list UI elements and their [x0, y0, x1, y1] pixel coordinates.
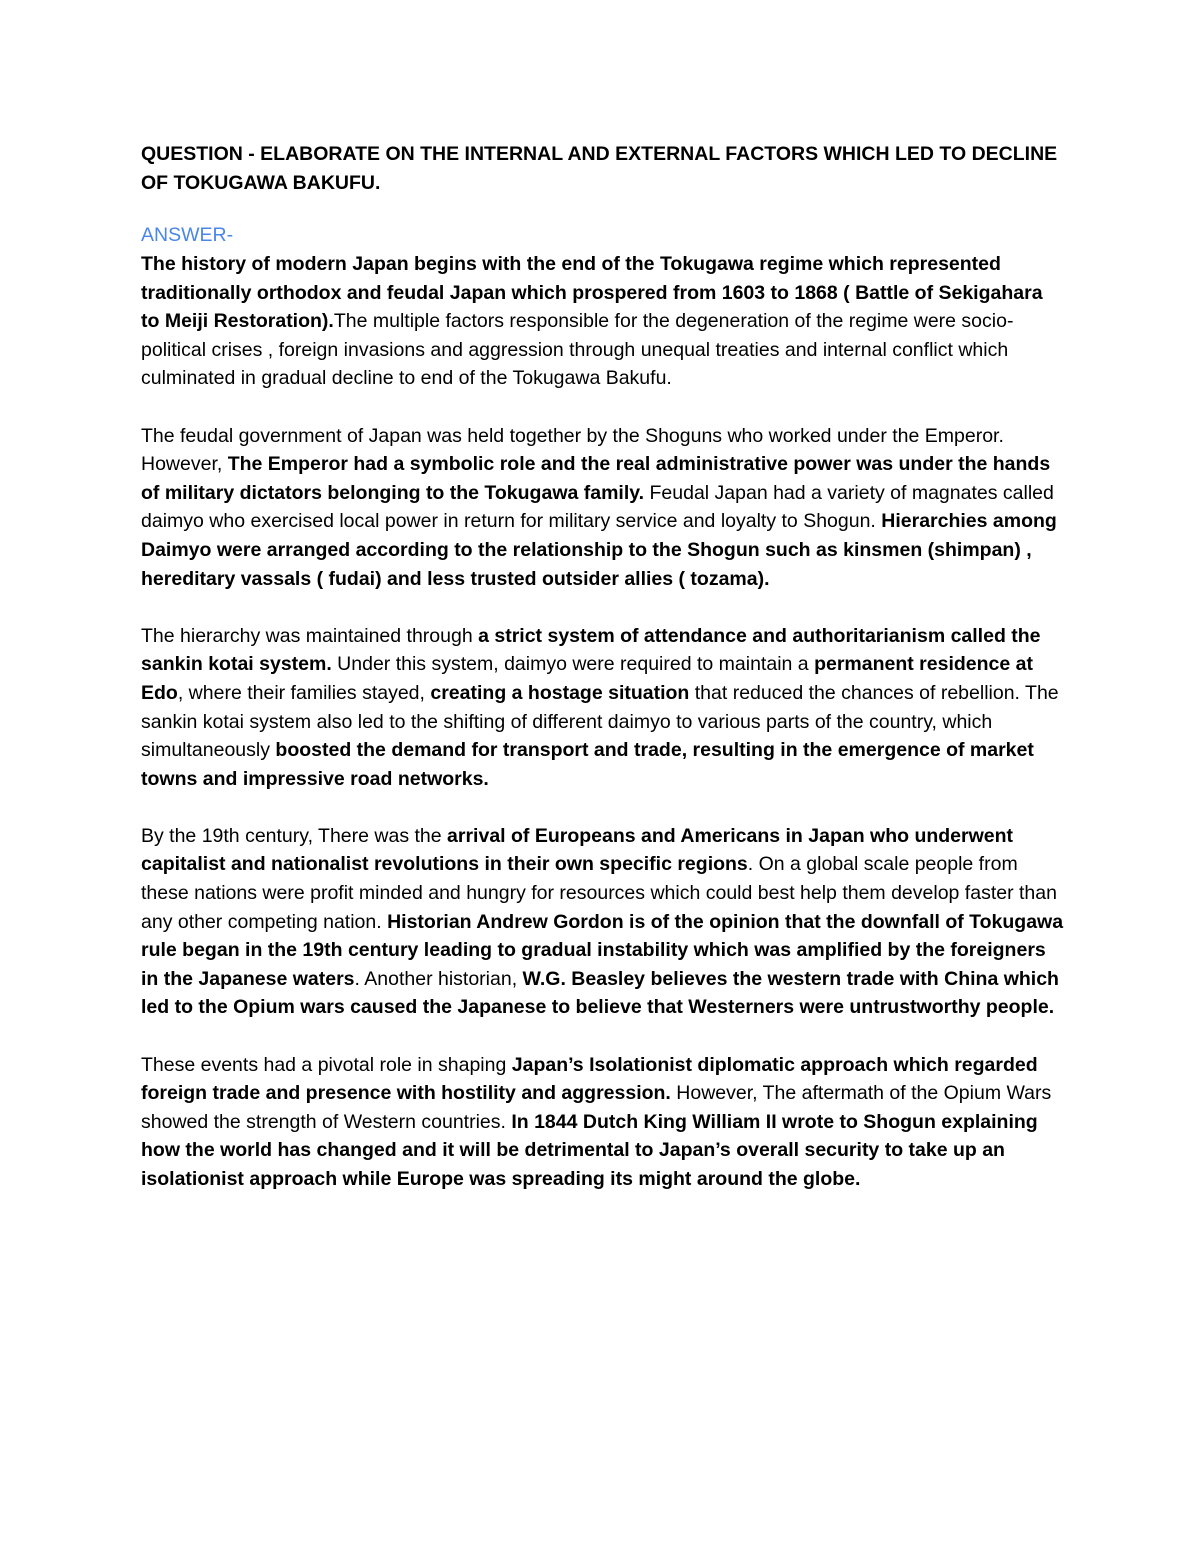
text-segment: , where their families stayed,	[177, 681, 431, 704]
answer-paragraph	[141, 1051, 1066, 1194]
text-segment: that reduced the chances of rebellion. The sankin kotai system also led to the shifting of different daimyo to various parts of the country, which simultaneously	[141, 681, 1059, 762]
answer-label: ANSWER-	[141, 224, 234, 246]
document-page	[141, 140, 1066, 1222]
bold-text-segment: Japan’s Isolationist diplomatic approach which regarded foreign trade and presence with hostility and aggression.	[141, 1053, 1038, 1105]
answer-paragraph	[141, 422, 1066, 594]
text-segment: . Another historian,	[354, 967, 523, 990]
bold-text-segment: W.G. Beasley believes the western trade with China which led to the Opium wars caused the Japanese to believe that Westerners were untrustworthy people.	[141, 967, 1059, 1019]
answer-paragraph	[141, 822, 1066, 1022]
bold-text-segment: Hierarchies among Daimyo were arranged according to the relationship to the Shogun such as kinsmen (shimpan) , hereditary vassals ( fudai) and less trusted outsider allies ( tozama).	[141, 510, 1057, 590]
answer-paragraph	[141, 250, 1066, 393]
text-segment: The feudal government of Japan was held together by the Shoguns who worked under the Emperor. However,	[141, 424, 1004, 476]
text-segment: Under this system, daimyo were required to maintain a	[331, 653, 815, 676]
text-segment: These events had a pivotal role in shaping	[141, 1053, 512, 1076]
answer-body	[141, 250, 1066, 1194]
question-heading: QUESTION - ELABORATE ON THE INTERNAL AND EXTERNAL FACTORS WHICH LED TO DECLINE OF TOKUGAWA BAKUFU.	[141, 143, 1058, 194]
bold-text-segment: Historian Andrew Gordon is of the opinion that the downfall of Tokugawa rule began in the 19th century leading to gradual instability which was amplified by the foreigners in the Japanese waters	[141, 910, 1064, 990]
text-segment: However, The aftermath of the Opium Wars showed the strength of Western countries.	[141, 1082, 1052, 1133]
text-segment: By the 19th century, There was the	[141, 824, 448, 847]
text-segment: The hierarchy was maintained through	[141, 624, 479, 647]
text-segment: The multiple factors responsible for the degeneration of the regime were socio- political crises , foreign invasions and aggression through unequal treaties and internal conflict which culminated in gradual decline to end of the Tokugawa Bakufu.	[141, 310, 1014, 390]
bold-text-segment: The Emperor had a symbolic role and the real administrative power was under the hands of military dictators belonging to the Tokugawa family.	[141, 453, 1051, 504]
bold-text-segment: creating a hostage situation	[430, 681, 690, 704]
bold-text-segment: The history of modern Japan begins with the end of the Tokugawa regime which represented traditionally orthodox and feudal Japan which prospered from 1603 to 1868 ( Battle of Sekigahara to Meiji Restoration).	[141, 253, 1043, 333]
bold-text-segment: arrival of Europeans and Americans in Japan who underwent capitalist and nationalist revolutions in their own specific regions	[141, 824, 1014, 876]
bold-text-segment: In 1844 Dutch King William II wrote to Shogun explaining how the world has changed and it will be detrimental to Japan’s overall security to take up an isolationist approach while Europe was spreading its might around the globe.	[141, 1110, 1038, 1190]
text-segment: . On a global scale people from these nations were profit minded and hungry for resources which could best help them develop faster than any other competing nation.	[141, 853, 1057, 933]
bold-text-segment: a strict system of attendance and authoritarianism called the sankin kotai system.	[141, 624, 1041, 676]
bold-text-segment: boosted the demand for transport and trade, resulting in the emergence of market towns and impressive road networks.	[141, 739, 1034, 790]
answer-paragraph	[141, 622, 1066, 794]
text-segment: Feudal Japan had a variety of magnates called daimyo who exercised local power in return for military service and loyalty to Shogun.	[141, 481, 1054, 533]
bold-text-segment: permanent residence at Edo	[141, 653, 1033, 704]
